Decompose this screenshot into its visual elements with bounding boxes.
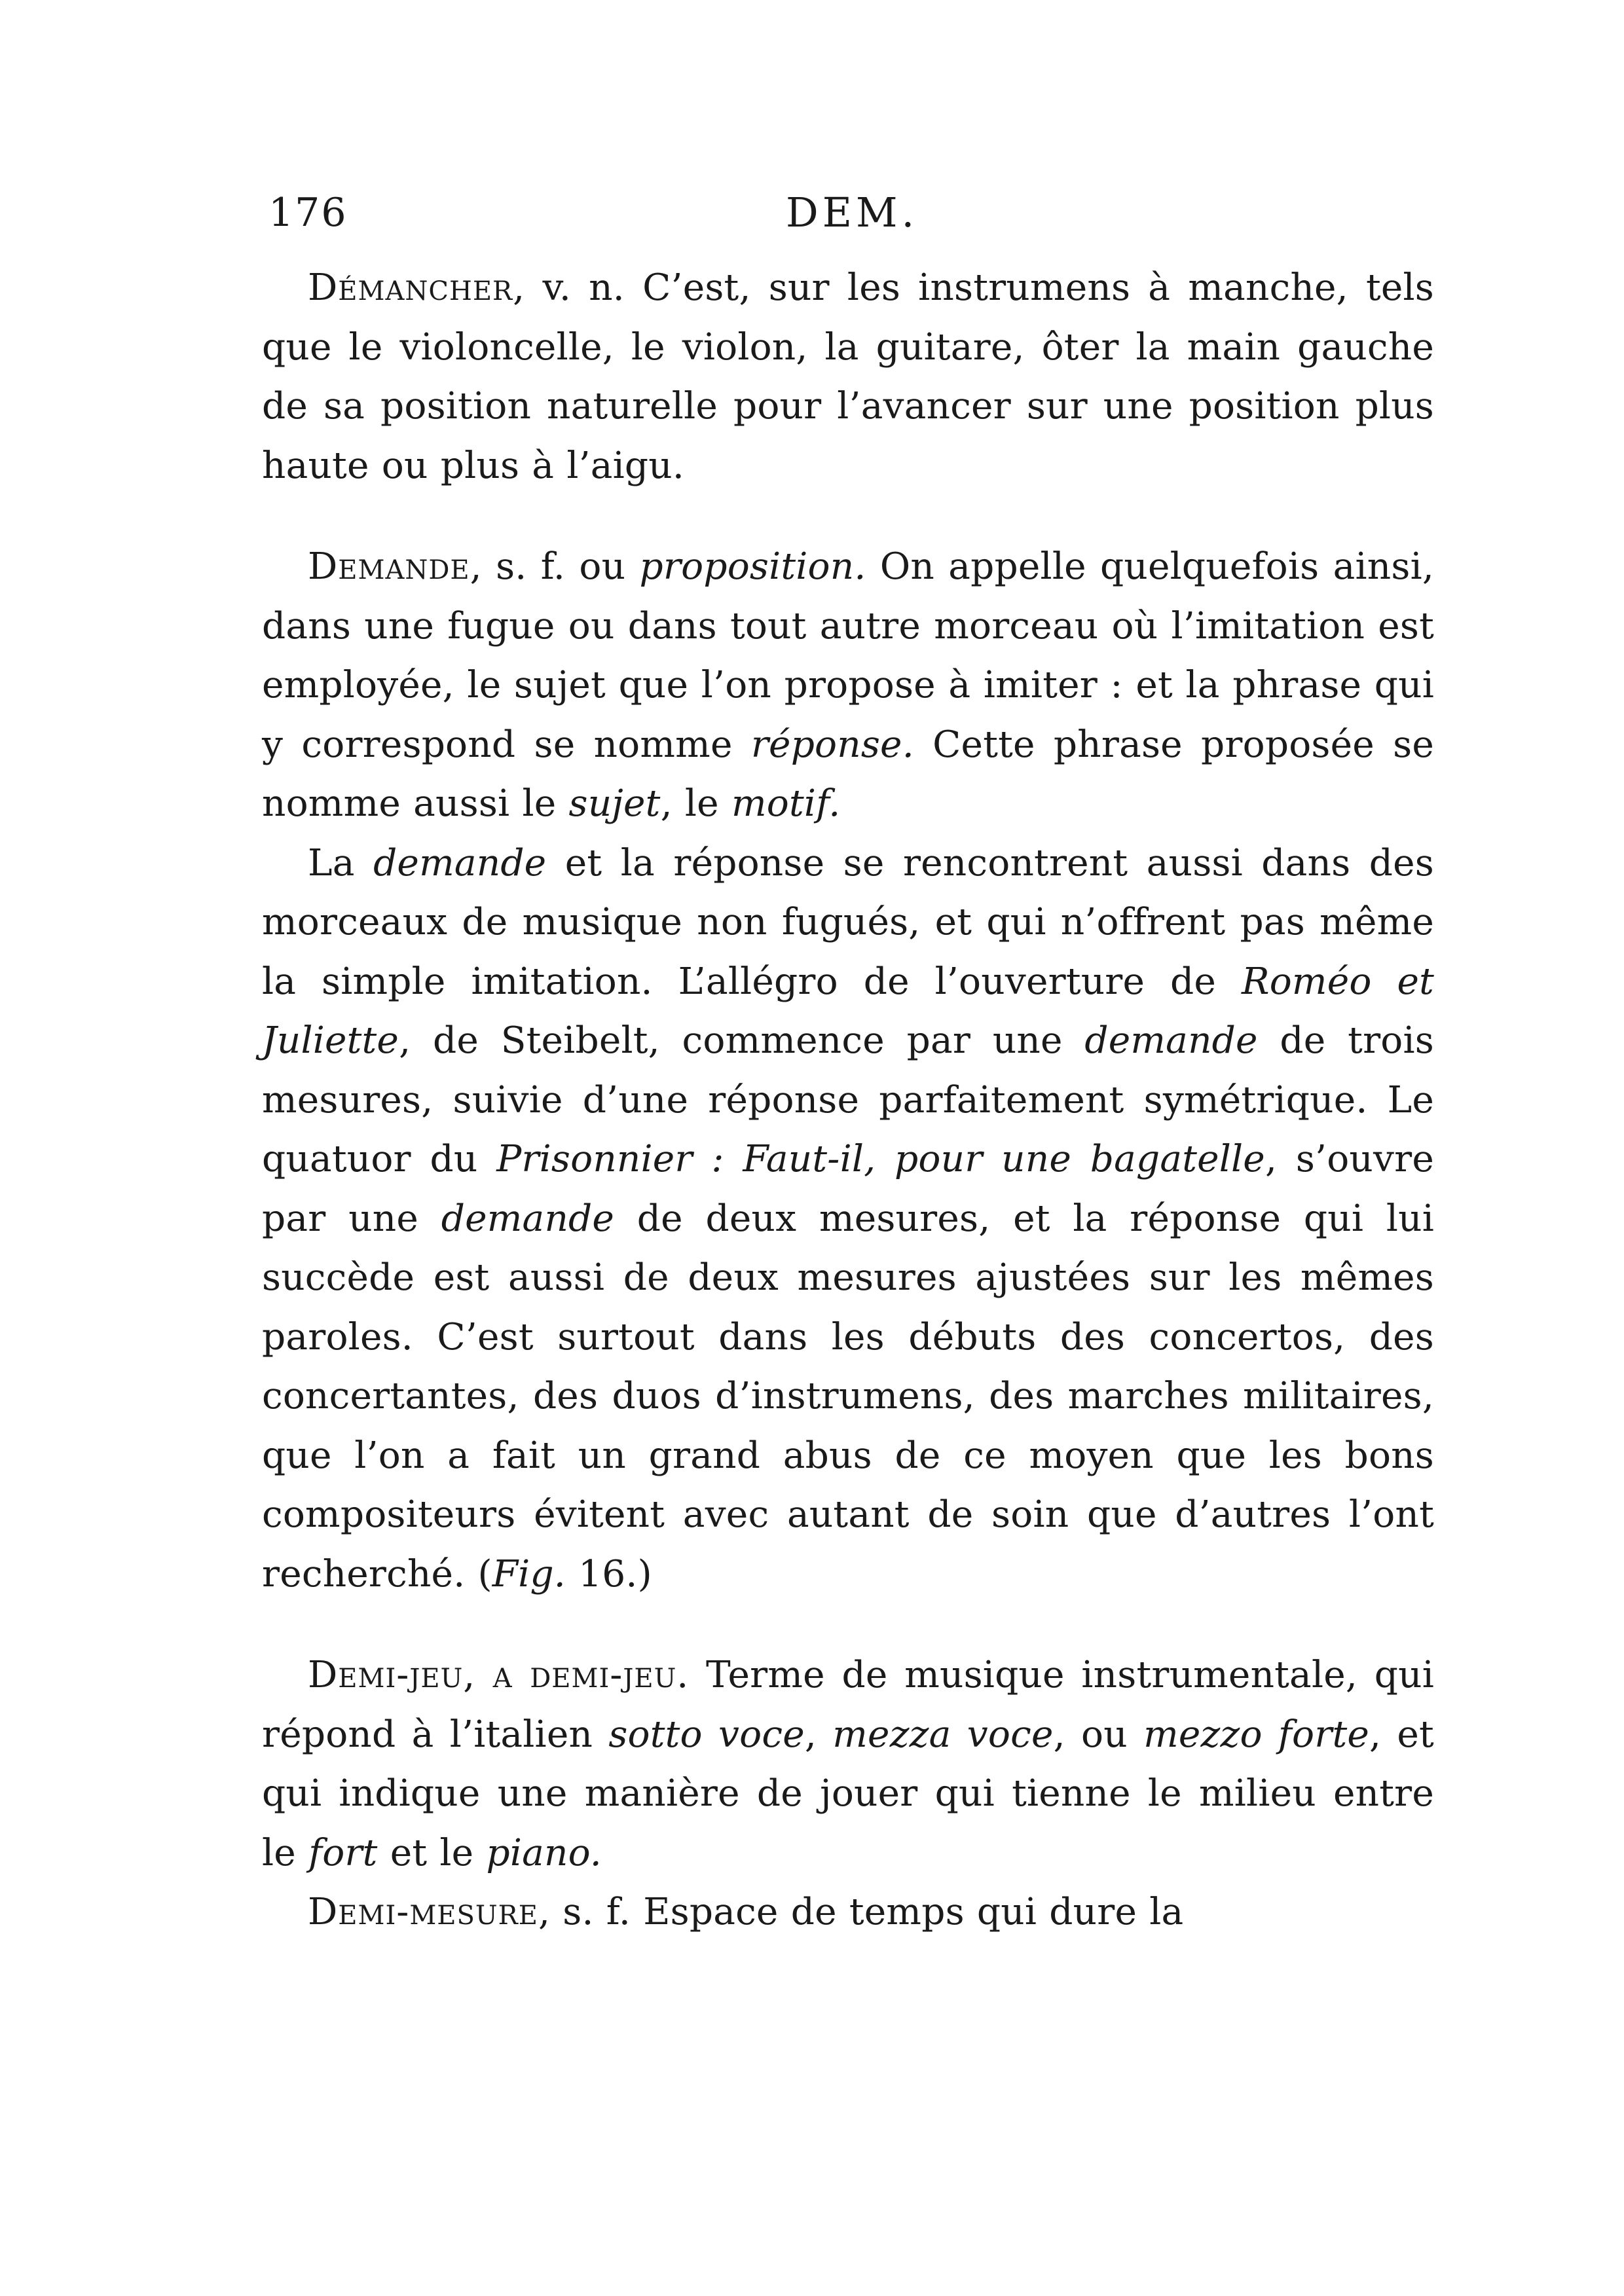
entry-demande (262, 538, 1434, 834)
text-run: , (804, 1713, 833, 1756)
text-run: et la réponse se rencontrent aussi dans des morceaux de musique non fugués, et qui n’offrent pas même la simple imitation. L’allégro de l’ouverture de (262, 841, 1434, 1003)
entry-demancher (262, 259, 1434, 496)
entry-term: Demi-jeu, a demi-jeu. (308, 1654, 690, 1696)
text-run: , s. f. ou (470, 545, 640, 588)
entry-demande-continued (262, 834, 1434, 1605)
text-run: 16.) (565, 1552, 652, 1595)
italic-run: demande (373, 841, 547, 884)
text-run: , ou (1053, 1713, 1144, 1756)
entry-demi-jeu (262, 1646, 1434, 1883)
italic-run: demande (1084, 1019, 1258, 1062)
text-run: , de Steibelt, commence par une (399, 1019, 1085, 1062)
italic-run: motif. (731, 782, 841, 825)
entry-definition: , v. n. C’est, sur les instrumens à manche, tels que le violoncelle, le violon, la guitare, ôter la main gauche de sa position naturelle pour l’avancer sur une position plus haute ou plus à l’aigu. (262, 266, 1434, 487)
italic-run: mezzo forte (1143, 1713, 1369, 1756)
entry-separator (262, 496, 1434, 538)
italic-run: mezza voce (832, 1713, 1054, 1756)
text-run: et le (377, 1831, 487, 1874)
text-run: La (308, 841, 374, 884)
text-run: Cette phrase proposée se nomme aussi le (262, 723, 1434, 825)
entry-separator (262, 1604, 1434, 1646)
italic-run: Roméo et Juliette (262, 960, 1434, 1062)
entry-term: Démancher (308, 266, 513, 309)
italic-run: Fig. (492, 1552, 566, 1595)
page-number: 176 (268, 190, 348, 236)
italic-run: fort (308, 1831, 378, 1874)
page-header (268, 187, 1434, 246)
italic-run: sujet (568, 782, 661, 825)
italic-run: piano. (486, 1831, 602, 1874)
text-run: , s’ouvre par une (262, 1138, 1434, 1240)
text-run: , le (660, 782, 731, 825)
italic-run: réponse. (750, 723, 914, 766)
text-run: On appelle quelquefois ainsi, dans une fugue ou dans tout autre morceau où l’imitation est employée, le sujet que l’on propose à imiter : et la phrase qui y correspond se nomme (262, 545, 1434, 766)
body-text (262, 259, 1434, 1942)
entry-term: Demande (308, 545, 470, 588)
text-run: Terme de musique instrumentale, qui répond à l’italien (262, 1654, 1434, 1756)
entry-definition: , s. f. Espace de temps qui dure la (538, 1891, 1184, 1933)
italic-run: sotto voce (608, 1713, 805, 1756)
text-run: de trois mesures, suivie d’une réponse parfaitement symétrique. Le quatuor du (262, 1019, 1434, 1180)
italic-run: Prisonnier : Faut-il, pour une bagatelle (496, 1138, 1265, 1180)
entry-demi-mesure (262, 1883, 1434, 1942)
text-run: , et qui indique une manière de jouer qui tienne le milieu entre le (262, 1713, 1434, 1874)
italic-run: proposition. (639, 545, 866, 588)
running-head: DEM. (786, 189, 919, 236)
italic-run: demande (441, 1197, 615, 1240)
entry-term: Demi-mesure (308, 1891, 538, 1933)
text-run: de deux mesures, et la réponse qui lui succède est aussi de deux mesures ajustées sur les mêmes paroles. C’est surtout dans les débuts des concertos, des concertantes, des duos d’instrumens, des marches militaires, que l’on a fait un grand abus de ce moyen que les bons compositeurs évitent avec autant de soin que d’autres l’ont recherché. ( (262, 1197, 1434, 1595)
